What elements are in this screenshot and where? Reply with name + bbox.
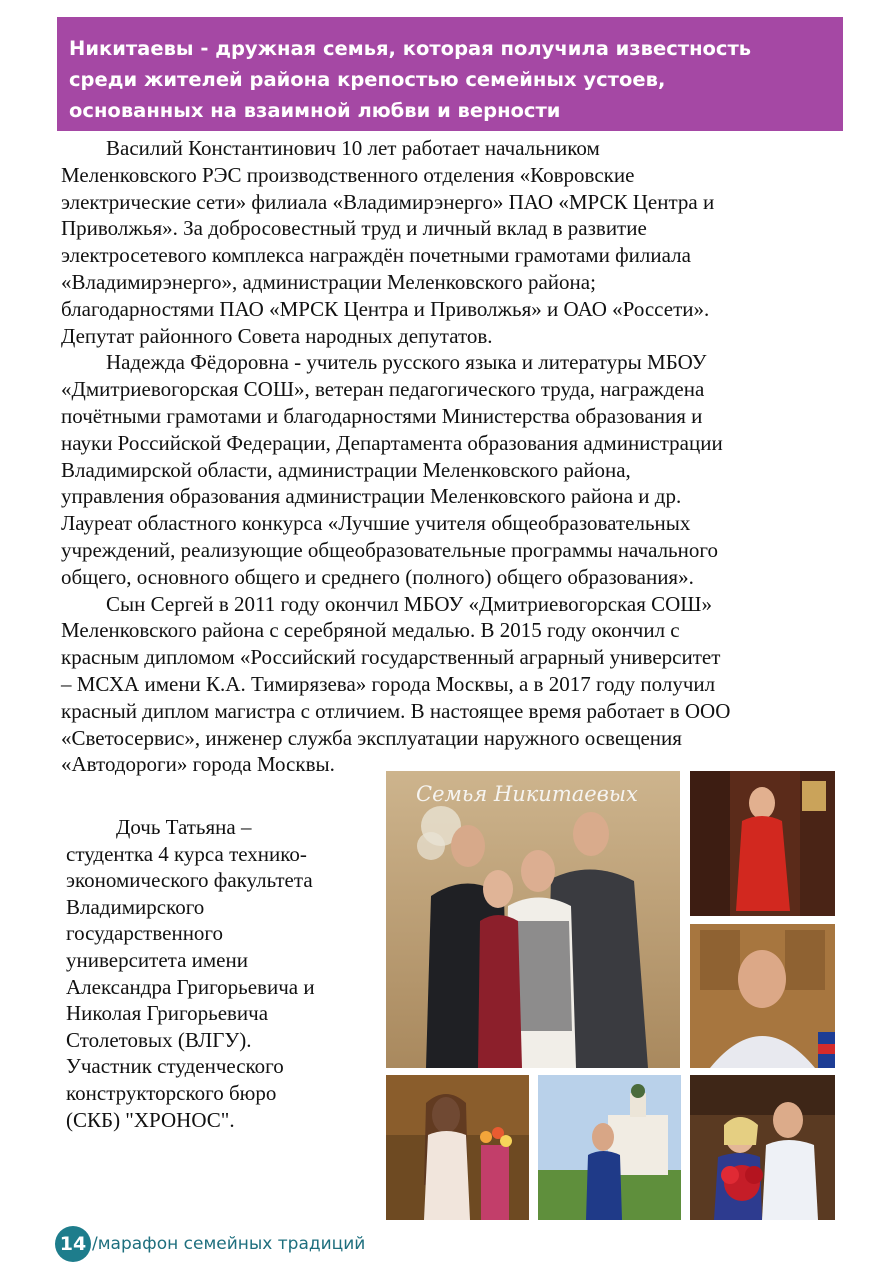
body-line: Василий Константинович 10 лет работает начальником: [106, 136, 600, 160]
body-line: Депутат районного Совета народных депутатов.: [61, 323, 493, 348]
daughter-line: Дочь Татьяна –: [116, 815, 252, 839]
page-number-badge: 14: [55, 1226, 91, 1262]
body-line: «Дмитриевогорская СОШ», ветеран педагогического труда, награждена: [61, 377, 705, 402]
body-line: благодарностями ПАО «МРСК Центра и Приволжья» и ОАО «Россети».: [61, 296, 710, 321]
body-line: «Владимирэнерго», администрации Меленковского района;: [61, 269, 596, 294]
body-line: Меленковского РЭС производственного отделения «Ковровские: [61, 162, 635, 187]
daughter-line: Николая Григорьевича: [66, 1001, 269, 1026]
body-line: электросетевого комплекса награждён почетными грамотами филиала: [61, 243, 691, 268]
body-line: учреждений, реализующие общеобразовательные программы начального: [61, 537, 718, 562]
body-line: красный диплом магистра с отличием. В настоящее время работает в ООО: [61, 698, 731, 723]
daughter-line: Столетовых (ВЛГУ).: [66, 1027, 252, 1052]
son-photo: [538, 1075, 681, 1220]
article-title-line: Никитаевы - дружная семья, которая получила известность: [69, 37, 752, 60]
daughter-line: конструкторского бюро: [66, 1080, 277, 1105]
body-line: Меленковского района с серебряной медалью. В 2015 году окончил с: [61, 618, 680, 643]
body-line: Надежда Фёдоровна - учитель русского языка и литературы МБОУ: [106, 350, 707, 375]
daughter-line: университета имени: [66, 947, 248, 972]
article-title-line: основанных на взаимной любви и верности: [69, 99, 561, 122]
body-line: почётными грамотами и благодарностями Министерства образования и: [61, 403, 703, 428]
page-footer: [55, 1226, 365, 1262]
daughter-line: государственного: [66, 921, 224, 946]
daughter-line: Александра Григорьевича и: [66, 974, 315, 999]
daughter-line: Участник студенческого: [66, 1054, 284, 1079]
article-title-line: среди жителей района крепостью семейных устоев,: [69, 68, 666, 91]
daughter-line: (СКБ) "ХРОНОС".: [66, 1107, 235, 1132]
daughter-photo: [386, 1075, 529, 1220]
body-line: электрические сети» филиала «Владимирэнерго» ПАО «МРСК Центра и: [61, 189, 715, 214]
body-line: Лауреат областного конкурса «Лучшие учителя общеобразовательных: [61, 511, 691, 536]
article-title-box: [57, 17, 843, 131]
daughter-paragraph: [66, 814, 376, 1133]
daughter-line: экономического факультета: [66, 868, 313, 893]
body-line: – МСХА имени К.А. Тимирязева» города Москвы, а в 2017 году получил: [61, 671, 716, 696]
body-line: Приволжья». За добросовестный труд и личный вклад в развитие: [61, 216, 647, 241]
family-photo: [386, 771, 680, 1068]
couple-photo: [690, 1075, 835, 1220]
article-body: [61, 135, 841, 778]
footer-section-title: /марафон семейных традиций: [92, 1234, 366, 1254]
body-line: Владимирской области, администрации Меленковского района,: [61, 457, 631, 482]
daughter-line: студентка 4 курса технико-: [66, 841, 307, 866]
body-line: Сын Сергей в 2011 году окончил МБОУ «Дмитриевогорская СОШ»: [106, 591, 712, 616]
daughter-line: Владимирского: [66, 894, 205, 919]
father-photo: [690, 924, 835, 1068]
body-line: «Светосервис», инженер служба эксплуатации наружного освещения: [61, 725, 682, 750]
body-line: красным дипломом «Российский государственный аграрный университет: [61, 645, 721, 670]
mother-photo: [690, 771, 835, 916]
body-line: общего, основного общего и среднего (полного) общего образования».: [61, 564, 694, 589]
body-line: управления образования администрации Меленковского района и др.: [61, 484, 682, 509]
collage-caption: Семья Никитаевых: [416, 782, 638, 806]
body-line: «Автодороги» города Москвы.: [61, 752, 335, 777]
body-line: науки Российской Федерации, Департамента образования администрации: [61, 430, 723, 455]
